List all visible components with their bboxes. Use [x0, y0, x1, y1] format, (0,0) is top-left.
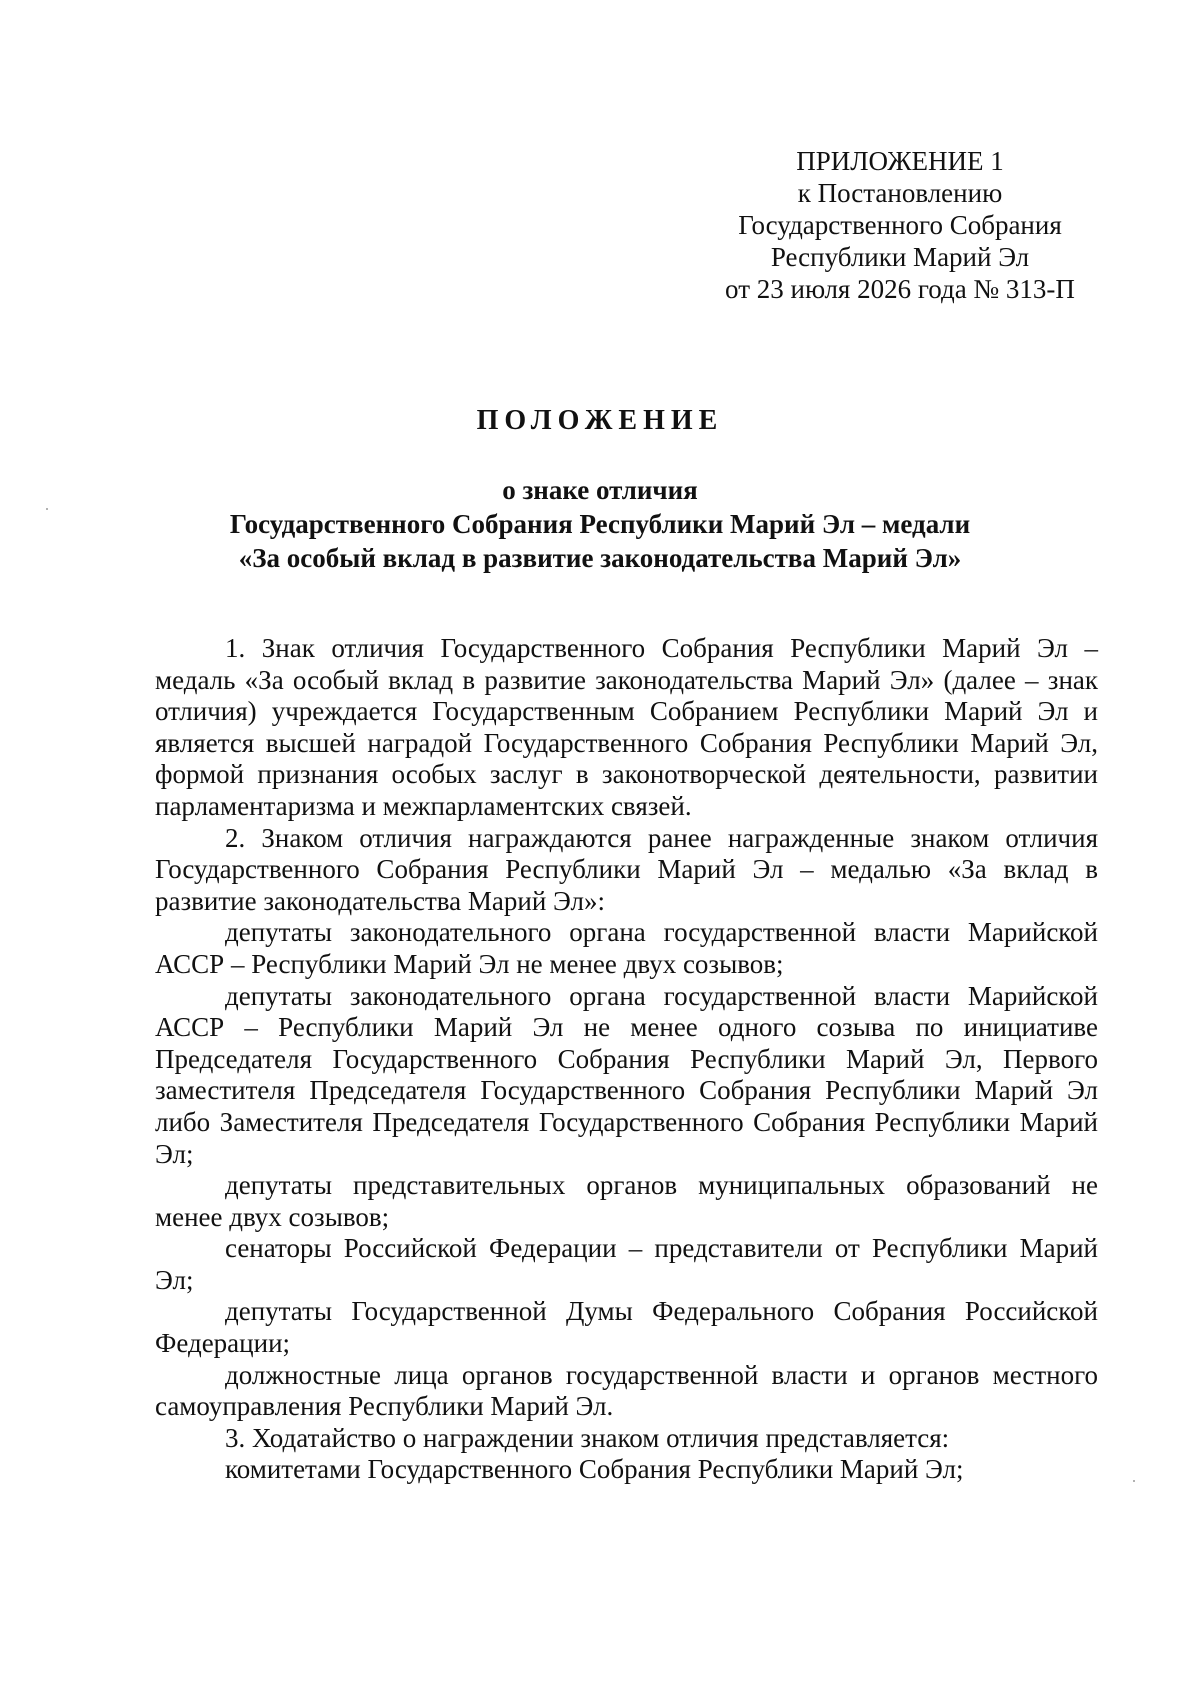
list-item-state-duma-deputies: депутаты Государственной Думы Федерального Собрания Российской Федерации; — [155, 1296, 1098, 1359]
appendix-reference: к Постановлению — [797, 178, 1003, 208]
scan-speck — [46, 508, 48, 510]
document-subtitle — [0, 473, 1200, 575]
subtitle-line-2: Государственного Собрания Республики Марий Эл – медали — [229, 509, 971, 539]
paragraph-1: 1. Знак отличия Государственного Собрания Республики Марий Эл – медаль «За особый вклад в развитие законодательства Марий Эл» (далее – знак отличия) учреждается Государственным Собранием Республики Марий Эл и является высшей наградой Государственного Собрания Республики Марий Эл, формой признания особых заслуг в законотворческой деятельности, развитии парламентаризма и межпарламентских связей. — [155, 633, 1098, 821]
subtitle-line-1: о знаке отличия — [502, 475, 698, 505]
appendix-issuer: Государственного Собрания — [738, 210, 1062, 240]
appendix-header — [690, 145, 1110, 305]
list-item-senators: сенаторы Российской Федерации – представители от Республики Марий Эл; — [155, 1233, 1098, 1295]
list-item-committees: комитетами Государственного Собрания Республики Марий Эл; — [225, 1454, 964, 1485]
appendix-republic: Республики Марий Эл — [770, 242, 1030, 272]
subtitle-line-3: «За особый вклад в развитие законодательства Марий Эл» — [238, 543, 962, 573]
document-body — [155, 633, 1098, 1486]
document-title: ПОЛОЖЕНИЕ — [476, 405, 724, 436]
paragraph-3: 3. Ходатайство о награждении знаком отличия представляется: — [225, 1422, 950, 1453]
appendix-date-number: от 23 июля 2026 года № 313-П — [725, 274, 1075, 304]
appendix-number: ПРИЛОЖЕНИЕ 1 — [796, 146, 1004, 176]
list-item-officials: должностные лица органов государственной власти и органов местного самоуправления Республики Марий Эл. — [155, 1359, 1098, 1422]
paragraph-2: 2. Знаком отличия награждаются ранее награжденные знаком отличия Государственного Собрания Республики Марий Эл – медалью «За вклад в развитие законодательства Марий Эл»: — [155, 822, 1098, 916]
list-item-municipal-deputies: депутаты представительных органов муниципальных образований не менее двух созывов; — [155, 1170, 1098, 1232]
scan-speck — [1133, 1480, 1135, 1482]
list-item-deputies-one-convocation: депутаты законодательного органа государственной власти Марийской АССР – Республики Марий Эл не менее одного созыва по инициативе Председателя Государственного Собрания Республики Марий Эл, Первого заместителя Председателя Государственного Собрания Республики Марий Эл либо Заместителя Председателя Государственного Собрания Республики Марий Эл; — [155, 980, 1098, 1169]
list-item-deputies-two-convocations: депутаты законодательного органа государственной власти Марийской АССР – Республики Марий Эл не менее двух созывов; — [155, 917, 1098, 979]
